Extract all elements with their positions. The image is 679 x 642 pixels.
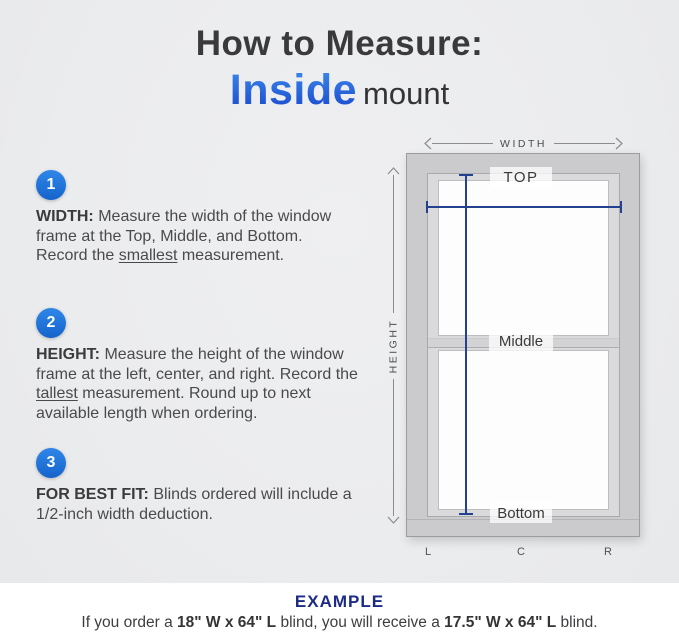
step-1-text	[36, 207, 358, 266]
width-arrow-label: WIDTH	[500, 137, 547, 150]
step-1-keyword: smallest	[118, 247, 178, 264]
title-line1: How to Measure:	[195, 24, 484, 63]
width-dimension-arrow	[424, 136, 623, 151]
label-bottom: Bottom	[490, 503, 552, 523]
step-1-body-end: measurement.	[177, 247, 285, 264]
step-3-number: 3	[46, 454, 56, 471]
example-sentence	[0, 614, 679, 632]
step-2-number: 2	[46, 314, 56, 331]
tick-right: R	[604, 546, 612, 558]
step-1-number: 1	[46, 176, 56, 193]
example-received-size: 17.5" W x 64" L	[444, 614, 557, 631]
step-2-text	[36, 345, 358, 423]
arrow-down-icon	[387, 516, 400, 524]
example-prefix: If you order a	[81, 614, 178, 631]
label-top: TOP	[490, 167, 552, 187]
step-3	[36, 448, 358, 524]
title-mount-word: mount	[363, 76, 450, 111]
step-1-lead: WIDTH:	[36, 208, 94, 225]
height-arrow-label: HEIGHT	[387, 318, 400, 373]
example-heading: EXAMPLE	[294, 592, 385, 611]
width-measure-line	[426, 206, 622, 208]
step-1-body: Measure the width of the window frame at the Top, Middle, and Bottom. Record the	[36, 208, 332, 264]
page-title	[0, 24, 679, 115]
step-1-number-badge	[36, 170, 66, 200]
step-3-lead: FOR BEST FIT:	[36, 486, 149, 503]
width-arrow-line-right	[554, 143, 615, 144]
window-pane-top	[438, 180, 609, 336]
tick-center: C	[517, 546, 525, 558]
height-dimension-arrow	[386, 167, 401, 524]
step-2-keyword: tallest	[36, 385, 78, 402]
step-2-body: Measure the height of the window frame at the left, center, and right. Record the	[36, 346, 358, 383]
height-arrow-line-bottom	[393, 379, 394, 517]
height-measure-line	[465, 174, 467, 515]
step-2	[36, 308, 358, 423]
title-line2	[0, 66, 679, 115]
width-arrow-line-left	[432, 143, 493, 144]
label-middle: Middle	[489, 331, 553, 352]
height-arrow-line-top	[393, 175, 394, 313]
example-middle: blind, you will receive a	[276, 614, 445, 631]
step-2-lead: HEIGHT:	[36, 346, 100, 363]
example-section	[0, 583, 679, 642]
step-2-body-end: measurement. Round up to next available length when ordering.	[36, 385, 311, 422]
step-2-number-badge	[36, 308, 66, 338]
step-3-text	[36, 485, 358, 524]
arrow-right-icon	[615, 137, 623, 150]
title-mount-type: Inside	[229, 66, 358, 114]
tick-left: L	[424, 546, 432, 558]
step-3-body: Blinds ordered will include a 1/2-inch width deduction.	[36, 486, 352, 523]
arrow-left-icon	[424, 137, 432, 150]
example-suffix: blind.	[556, 614, 598, 631]
step-1	[36, 170, 358, 266]
step-3-number-badge	[36, 448, 66, 478]
window-pane-bottom	[438, 350, 609, 510]
example-ordered-size: 18" W x 64" L	[177, 614, 277, 631]
arrow-up-icon	[387, 167, 400, 175]
